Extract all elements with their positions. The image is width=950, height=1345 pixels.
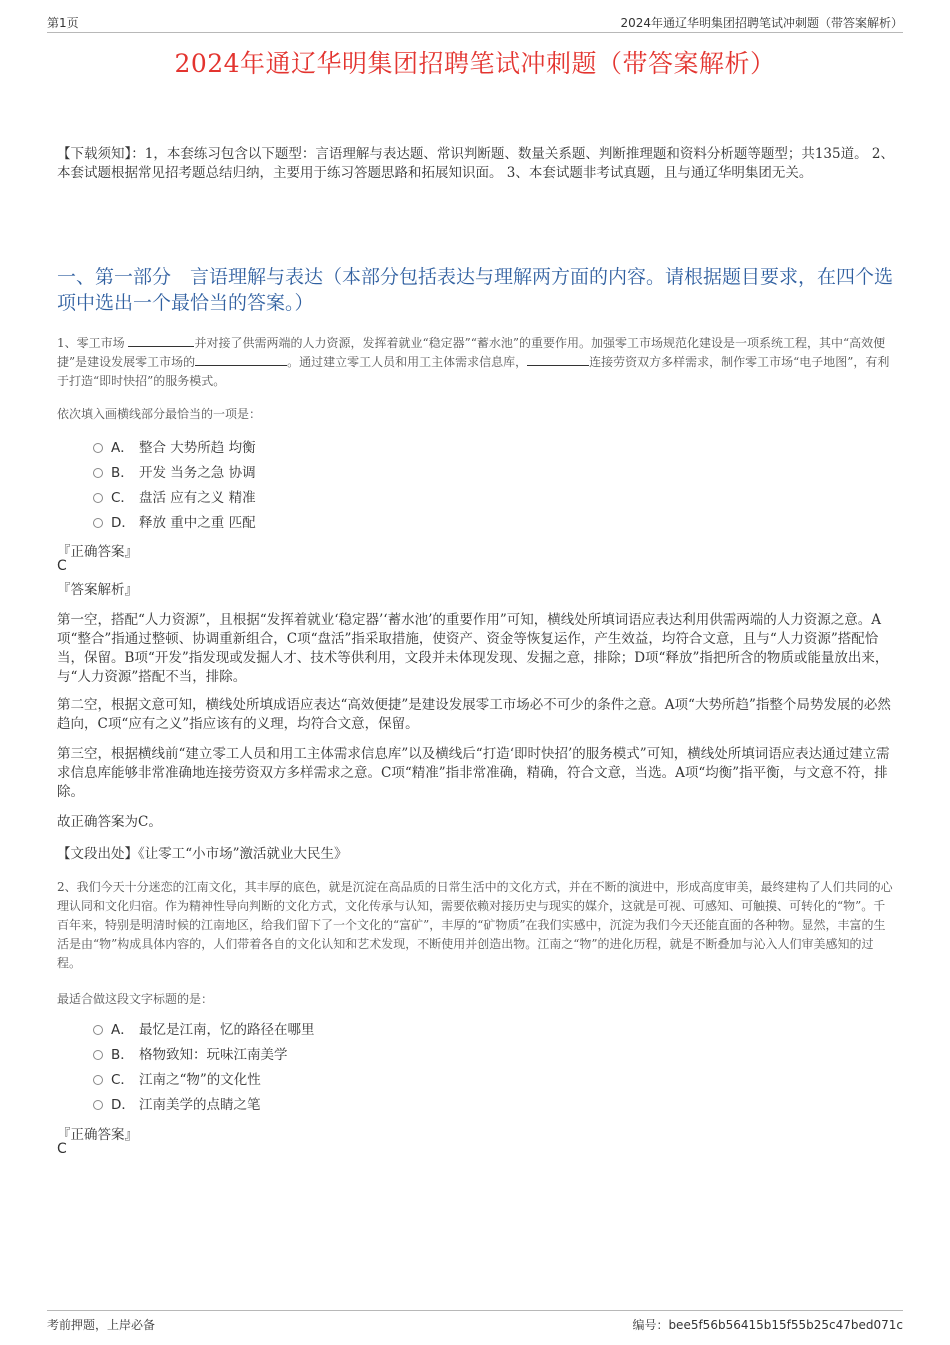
question-1-answer: C (57, 558, 67, 574)
question-1-part2: 并对接了供需两端的人力资源，发挥着就业“稳定器”“蓄水池”的重要作用。加强零工市场规范化建设是一项系统工程，其中“高效便捷”是建设发展零工市场的 (57, 336, 886, 369)
question-2-option-c[interactable]: C． 江南之“物”的文化性 (93, 1070, 261, 1090)
page-footer (47, 1310, 903, 1335)
download-notice: 【下载须知】：1，本套练习包含以下题型：言语理解与表达题、常识判断题、数量关系题、判断推理题和资料分析题等题型；共135道。 2、本套试题根据常见招考题总结归纳，主要用于练习答题思路和拓展知识面。 3、本套试题非考试真题，且与通辽华明集团无关。 (57, 146, 894, 181)
question-1-part3: 。通过建立零工人员和用工主体需求信息库， (287, 355, 528, 369)
question-1-option-c[interactable]: C． 盘活 应有之义 精准 (93, 488, 256, 508)
radio-icon[interactable] (93, 518, 103, 528)
question-2-option-d[interactable]: D． 江南美学的点睛之笔 (93, 1095, 261, 1115)
footer-serial: 编号：bee5f56b56415b15f55b25c47bed071c (632, 1318, 903, 1332)
question-1-option-d[interactable]: D． 释放 重中之重 匹配 (93, 513, 256, 533)
radio-icon[interactable] (93, 1025, 103, 1035)
page-number: 第1页 (47, 16, 79, 30)
source-citation: 【文段出处】《让零工“小市场”激活就业大民生》 (57, 846, 348, 862)
question-1-prompt: 依次填入画横线部分最恰当的一项是： (57, 407, 262, 421)
footer-slogan: 考前押题，上岸必备 (47, 1318, 156, 1332)
section-heading: 一、第一部分 言语理解与表达（本部分包括表达与理解两方面的内容。请根据题目要求，在四个选项中选出一个最恰当的答案。） (57, 266, 894, 314)
radio-icon[interactable] (93, 443, 103, 453)
question-1-text (57, 334, 897, 391)
analysis-paragraph-1: 第一空，搭配“人力资源”，且根据“发挥着就业‘稳定器’‘蓄水池’的重要作用”可知，横线处所填词语应表达利用供需两端的人力资源之意。A项“整合”指通过整顿、协调重新组合，C项“盘活”指采取措施，使资产、资金等恢复运作，产生效益，均符合文意，且与“人力资源”搭配恰当，保留。B项“开发”指发现或发掘人才、技术等供利用，文段并未体现发现、发掘之意，排除；D项“释放”指把所含的物质或能量放出来，与“人力资源”搭配不当，排除。 (57, 612, 889, 685)
question-2-answer-label: 『正确答案』 (57, 1127, 138, 1143)
radio-icon[interactable] (93, 1075, 103, 1085)
question-1-option-a[interactable]: A． 整合 大势所趋 均衡 (93, 438, 256, 458)
question-1-part4: 连接劳资双方多样需求，制作零工市场“电子地图”，有利于打造“即时快招”的服务模式。 (57, 355, 890, 388)
question-2-option-b[interactable]: B． 格物致知：玩味江南美学 (93, 1045, 288, 1065)
analysis-conclusion: 故正确答案为C。 (57, 814, 162, 830)
document-title: 2024年通辽华明集团招聘笔试冲刺题（带答案解析） (174, 49, 776, 78)
radio-icon[interactable] (93, 1100, 103, 1110)
question-2-answer: C (57, 1141, 67, 1157)
question-1-part1: 1、零工市场 (57, 336, 125, 350)
question-1-answer-label: 『正确答案』 (57, 544, 138, 560)
blank-3 (527, 353, 589, 366)
radio-icon[interactable] (93, 468, 103, 478)
header-doc-name: 2024年通辽华明集团招聘笔试冲刺题（带答案解析） (620, 16, 903, 30)
question-2-text: 2、我们今天十分迷恋的江南文化，其丰厚的底色，就是沉淀在高品质的日常生活中的文化方式，并在不断的演进中，形成高度审美，最终建构了人们共同的心理认同和文化归宿。作为精神性导向判断的文化方式，文化传承与认知，需要依赖对接历史与现实的媒介，这就是可视、可感知、可触摸、可转化的“物”。千百年来，特别是明清时候的江南地区，给我们留下了一个文化的“富矿”，丰厚的“矿物质”在我们实感中，沉淀为我们今天还能直面的各种物。显然，丰富的生活是由“物”构成具体内容的，人们带着各自的文化认知和艺术发现，不断使用并创造出物。江南之“物”的进化历程，就是不断叠加与沁入人们审美感知的过程。 (57, 880, 893, 970)
question-2-prompt: 最适合做这段文字标题的是： (57, 992, 214, 1006)
question-1-analysis-label: 『答案解析』 (57, 582, 138, 598)
question-1-option-b[interactable]: B． 开发 当务之急 协调 (93, 463, 256, 483)
page-header (47, 14, 903, 33)
analysis-paragraph-3: 第三空，根据横线前“建立零工人员和用工主体需求信息库”以及横线后“打造‘即时快招’的服务模式”可知，横线处所填词语应表达通过建立需求信息库能够非常准确地连接劳资双方多样需求之意。C项“精准”指非常准确，精确，符合文意，当选。A项“均衡”指平衡，与文意不符，排除。 (57, 746, 890, 800)
analysis-paragraph-2: 第二空，根据文意可知，横线处所填成语应表达“高效便捷”是建设发展零工市场必不可少的条件之意。A项“大势所趋”指整个局势发展的必然趋向，C项“应有之义”指应该有的义理，均符合文意，保留。 (57, 697, 891, 732)
question-2-option-a[interactable]: A． 最忆是江南，忆的路径在哪里 (93, 1020, 315, 1040)
blank-2 (195, 353, 287, 366)
radio-icon[interactable] (93, 1050, 103, 1060)
radio-icon[interactable] (93, 493, 103, 503)
blank-1 (128, 334, 194, 347)
